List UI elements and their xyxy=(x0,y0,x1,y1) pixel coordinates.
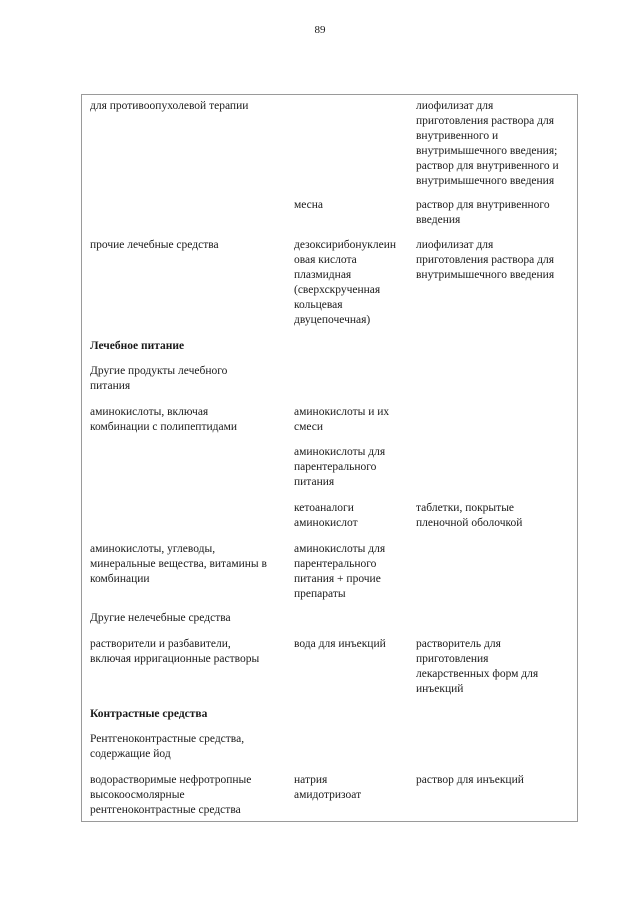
group-cell: растворители и разбавители, включая ирригационные растворы xyxy=(90,638,260,665)
group-cell: прочие лечебные средства xyxy=(90,239,219,251)
form-cell: раствор для инъекций xyxy=(416,774,524,786)
subsection-label: Другие продукты лечебного питания xyxy=(90,365,228,392)
substance-cell: аминокислоты для парентерального питания + прочие препараты xyxy=(294,543,386,600)
drug-table xyxy=(81,94,578,822)
section-heading: Лечебное питание xyxy=(90,340,185,352)
subsection-label: Другие нелечебные средства xyxy=(90,612,231,624)
substance-cell: дезоксирибонуклеин овая кислота плазмидная (сверхскрученная кольцевая двуцепочечная) xyxy=(294,239,397,326)
group-cell: аминокислоты, включая комбинации с полипептидами xyxy=(90,406,238,433)
substance-cell: натрия амидотризоат xyxy=(294,774,362,801)
substance-cell: месна xyxy=(294,199,324,211)
form-cell: лиофилизат для приготовления раствора для внутривенного и внутримышечного введения; раствор для внутривенного и внутримышечного введения xyxy=(416,100,559,187)
group-cell: для противоопухолевой терапии xyxy=(90,100,249,112)
substance-cell: кетоаналоги аминокислот xyxy=(294,502,358,529)
form-cell: лиофилизат для приготовления раствора для внутримышечного введения xyxy=(416,239,555,281)
substance-cell: аминокислоты для парентерального питания xyxy=(294,446,386,488)
substance-cell: вода для инъекций xyxy=(294,638,386,650)
form-cell: таблетки, покрытые пленочной оболочкой xyxy=(416,502,523,529)
group-cell: аминокислоты, углеводы, минеральные вещества, витамины в комбинации xyxy=(90,543,267,585)
section-heading: Контрастные средства xyxy=(90,708,208,720)
subsection-label: Рентгеноконтрастные средства, содержащие йод xyxy=(90,733,245,760)
page-number: 89 xyxy=(314,24,326,36)
form-cell: растворитель для приготовления лекарственных форм для инъекций xyxy=(416,638,539,695)
group-cell: водорастворимые нефротропные высокоосмолярные рентгеноконтрастные средства xyxy=(90,774,252,816)
substance-cell: аминокислоты и их смеси xyxy=(294,406,390,433)
form-cell: раствор для внутривенного введения xyxy=(416,199,550,226)
